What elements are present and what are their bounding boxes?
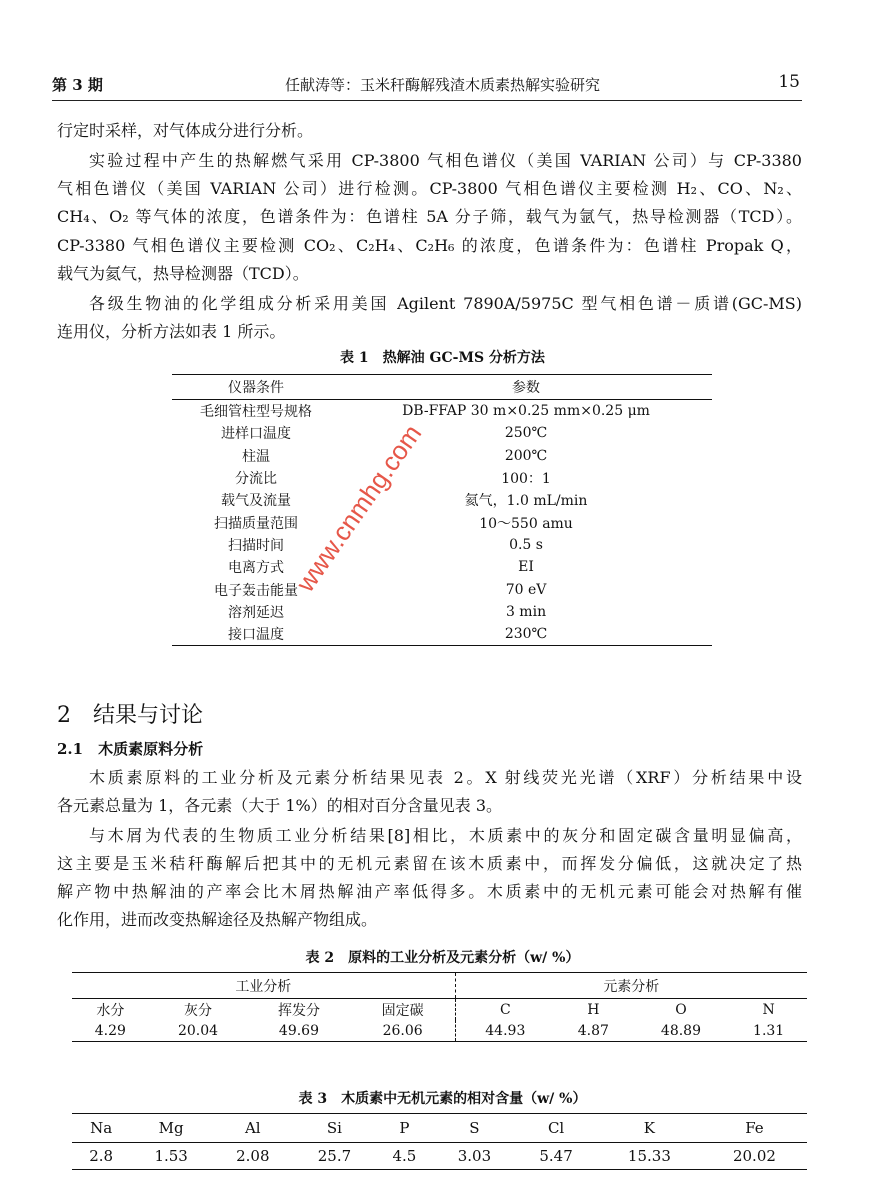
body-line: 解产物中热解油的产率会比木屑热解油产率低得多。木质素中的无机元素可能会对热解有催 xyxy=(57,882,802,901)
table1-row xyxy=(172,422,712,444)
table3-header: Cl xyxy=(515,1114,597,1143)
table3-value: 2.8 xyxy=(89,1147,114,1165)
table1-header: 仪器条件 xyxy=(172,375,340,400)
body-line: 气相色谱仪（美国 VARIAN 公司）进行检测。CP-3800 气相色谱仪主要检测 H₂、CO、N₂、 xyxy=(57,179,802,198)
table2-group: 工业分析 xyxy=(72,973,455,999)
table2-value: 4.29 xyxy=(94,1022,126,1039)
table1-row xyxy=(172,489,712,511)
table2-value: 49.69 xyxy=(278,1022,319,1039)
table2-header: 灰分 xyxy=(183,1002,212,1019)
table3-header: K xyxy=(597,1114,702,1143)
table1-header: 参数 xyxy=(340,375,712,400)
body-line: 木质素原料的工业分析及元素分析结果见表 2。X 射线荧光光谱（XRF）分析结果中设 xyxy=(89,768,802,787)
table2-caption: 表 2 原料的工业分析及元素分析（w/ %） xyxy=(305,950,580,966)
table1-cell: 10～550 amu xyxy=(479,515,573,532)
table1-cell: 接口温度 xyxy=(228,627,285,644)
table1-cell: 电离方式 xyxy=(228,560,285,577)
body-line: 化作用，进而改变热解途径及热解产物组成。 xyxy=(57,910,378,929)
body-line: 连用仪，分析方法如表 1 所示。 xyxy=(57,322,286,341)
table2 xyxy=(72,972,807,1042)
table1-cell: EI xyxy=(518,559,534,576)
table2-value: 4.87 xyxy=(577,1022,609,1039)
table1-row xyxy=(172,511,712,533)
table2-header: N xyxy=(762,1001,775,1018)
table3 xyxy=(72,1113,807,1170)
running-title: 任献涛等：玉米秆酶解残渣木质素热解实验研究 xyxy=(284,76,600,94)
table1-cell: 0.5 s xyxy=(509,536,543,553)
table3-value: 25.7 xyxy=(317,1147,352,1165)
table1-row xyxy=(172,623,712,646)
body-line: 这主要是玉米秸秆酶解后把其中的无机元素留在该木质素中，而挥发分偏低，这就决定了热 xyxy=(57,854,802,873)
table2-header: 水分 xyxy=(96,1002,125,1019)
table1-caption: 表 1 热解油 GC-MS 分析方法 xyxy=(340,350,545,366)
section-heading: 2 结果与讨论 xyxy=(57,703,203,728)
table2-value: 48.89 xyxy=(660,1022,702,1039)
issue-number: 第 3 期 xyxy=(52,76,103,94)
body-line: 各级生物油的化学组成分析采用美国 Agilent 7890A/5975C 型气相色谱－质谱(GC-MS) xyxy=(89,294,802,313)
table3-header: Si xyxy=(294,1114,376,1143)
table3-header: Na xyxy=(72,1114,130,1143)
table1-row xyxy=(172,467,712,489)
table1-cell: 柱温 xyxy=(242,448,271,465)
body-line: 载气为氦气，热导检测器（TCD）。 xyxy=(57,264,309,283)
table3-value: 5.47 xyxy=(539,1147,573,1165)
table3-header: Mg xyxy=(130,1114,212,1143)
table1-cell: 氦气，1.0 mL/min xyxy=(464,493,588,510)
table1-cell: 扫描时间 xyxy=(228,537,285,554)
body-line: 与木屑为代表的生物质工业分析结果[8]相比，木质素中的灰分和固定碳含量明显偏高， xyxy=(89,826,802,845)
table1-row xyxy=(172,556,712,578)
table2-header: H xyxy=(587,1001,600,1018)
table3-value: 20.02 xyxy=(732,1147,776,1165)
table1-cell: 分流比 xyxy=(235,471,278,488)
body-line: CH₄、O₂ 等气体的浓度，色谱条件为：色谱柱 5A 分子筛，载气为氩气，热导检测器（TCD）。 xyxy=(57,207,802,226)
table2-header: 挥发分 xyxy=(277,1002,320,1019)
table1-cell: 200℃ xyxy=(504,447,548,464)
table3-header: Al xyxy=(212,1114,294,1143)
subsection-heading: 2.1 木质素原料分析 xyxy=(57,740,204,758)
table2-value: 44.93 xyxy=(485,1022,526,1039)
table3-value: 2.08 xyxy=(236,1147,270,1165)
header-rule xyxy=(52,100,802,101)
table1-cell: 载气及流量 xyxy=(221,493,292,510)
table1-cell: 进样口温度 xyxy=(221,426,292,443)
page-number: 15 xyxy=(778,72,800,92)
table1-cell: 100：1 xyxy=(501,471,551,488)
table1-cell: 70 eV xyxy=(505,581,547,598)
table1-cell: 扫描质量范围 xyxy=(214,515,299,532)
table1-cell: 250℃ xyxy=(504,425,548,442)
table1-cell: DB-FFAP 30 m×0.25 mm×0.25 μm xyxy=(402,403,650,420)
table1 xyxy=(172,374,712,646)
table3-value: 4.5 xyxy=(392,1147,417,1165)
table2-value: 1.31 xyxy=(753,1022,785,1039)
table2-group: 元素分析 xyxy=(455,973,807,999)
table1-cell: 3 min xyxy=(505,603,547,620)
table2-value: 26.06 xyxy=(351,1020,456,1042)
table1-row xyxy=(172,534,712,556)
watermark: www.cnmhg.com xyxy=(290,419,428,598)
table1-cell: 230℃ xyxy=(504,626,548,643)
body-line: 各元素总量为 1，各元素（大于 1%）的相对百分含量见表 3。 xyxy=(57,796,503,815)
table2-header: O xyxy=(675,1001,687,1018)
table3-header: P xyxy=(375,1114,433,1143)
table3-caption: 表 3 木质素中无机元素的相对含量（w/ %） xyxy=(298,1091,587,1107)
body-line: 行定时采样，对气体成分进行分析。 xyxy=(57,121,314,140)
table3-value: 1.53 xyxy=(154,1147,188,1165)
table1-cell: 毛细管柱型号规格 xyxy=(200,404,313,421)
table3-value: 15.33 xyxy=(627,1147,671,1165)
body-line: CP-3380 气相色谱仪主要检测 CO₂、C₂H₄、C₂H₆ 的浓度，色谱条件为：色谱柱 Propak Q， xyxy=(57,236,802,255)
table1-row xyxy=(172,601,712,623)
table1-row xyxy=(172,400,712,423)
table1-row xyxy=(172,445,712,467)
table3-value: 3.03 xyxy=(457,1147,492,1165)
table1-row xyxy=(172,578,712,600)
table2-header: 固定碳 xyxy=(351,999,456,1021)
table3-header: Fe xyxy=(702,1114,807,1143)
table1-cell: 溶剂延迟 xyxy=(228,604,285,621)
table3-header: S xyxy=(434,1114,516,1143)
table1-cell: 电子轰击能量 xyxy=(214,582,299,599)
table2-value: 20.04 xyxy=(177,1022,219,1039)
body-line: 实验过程中产生的热解燃气采用 CP-3800 气相色谱仪（美国 VARIAN 公司）与 CP-3380 xyxy=(89,151,802,170)
table2-header: C xyxy=(499,1001,511,1018)
